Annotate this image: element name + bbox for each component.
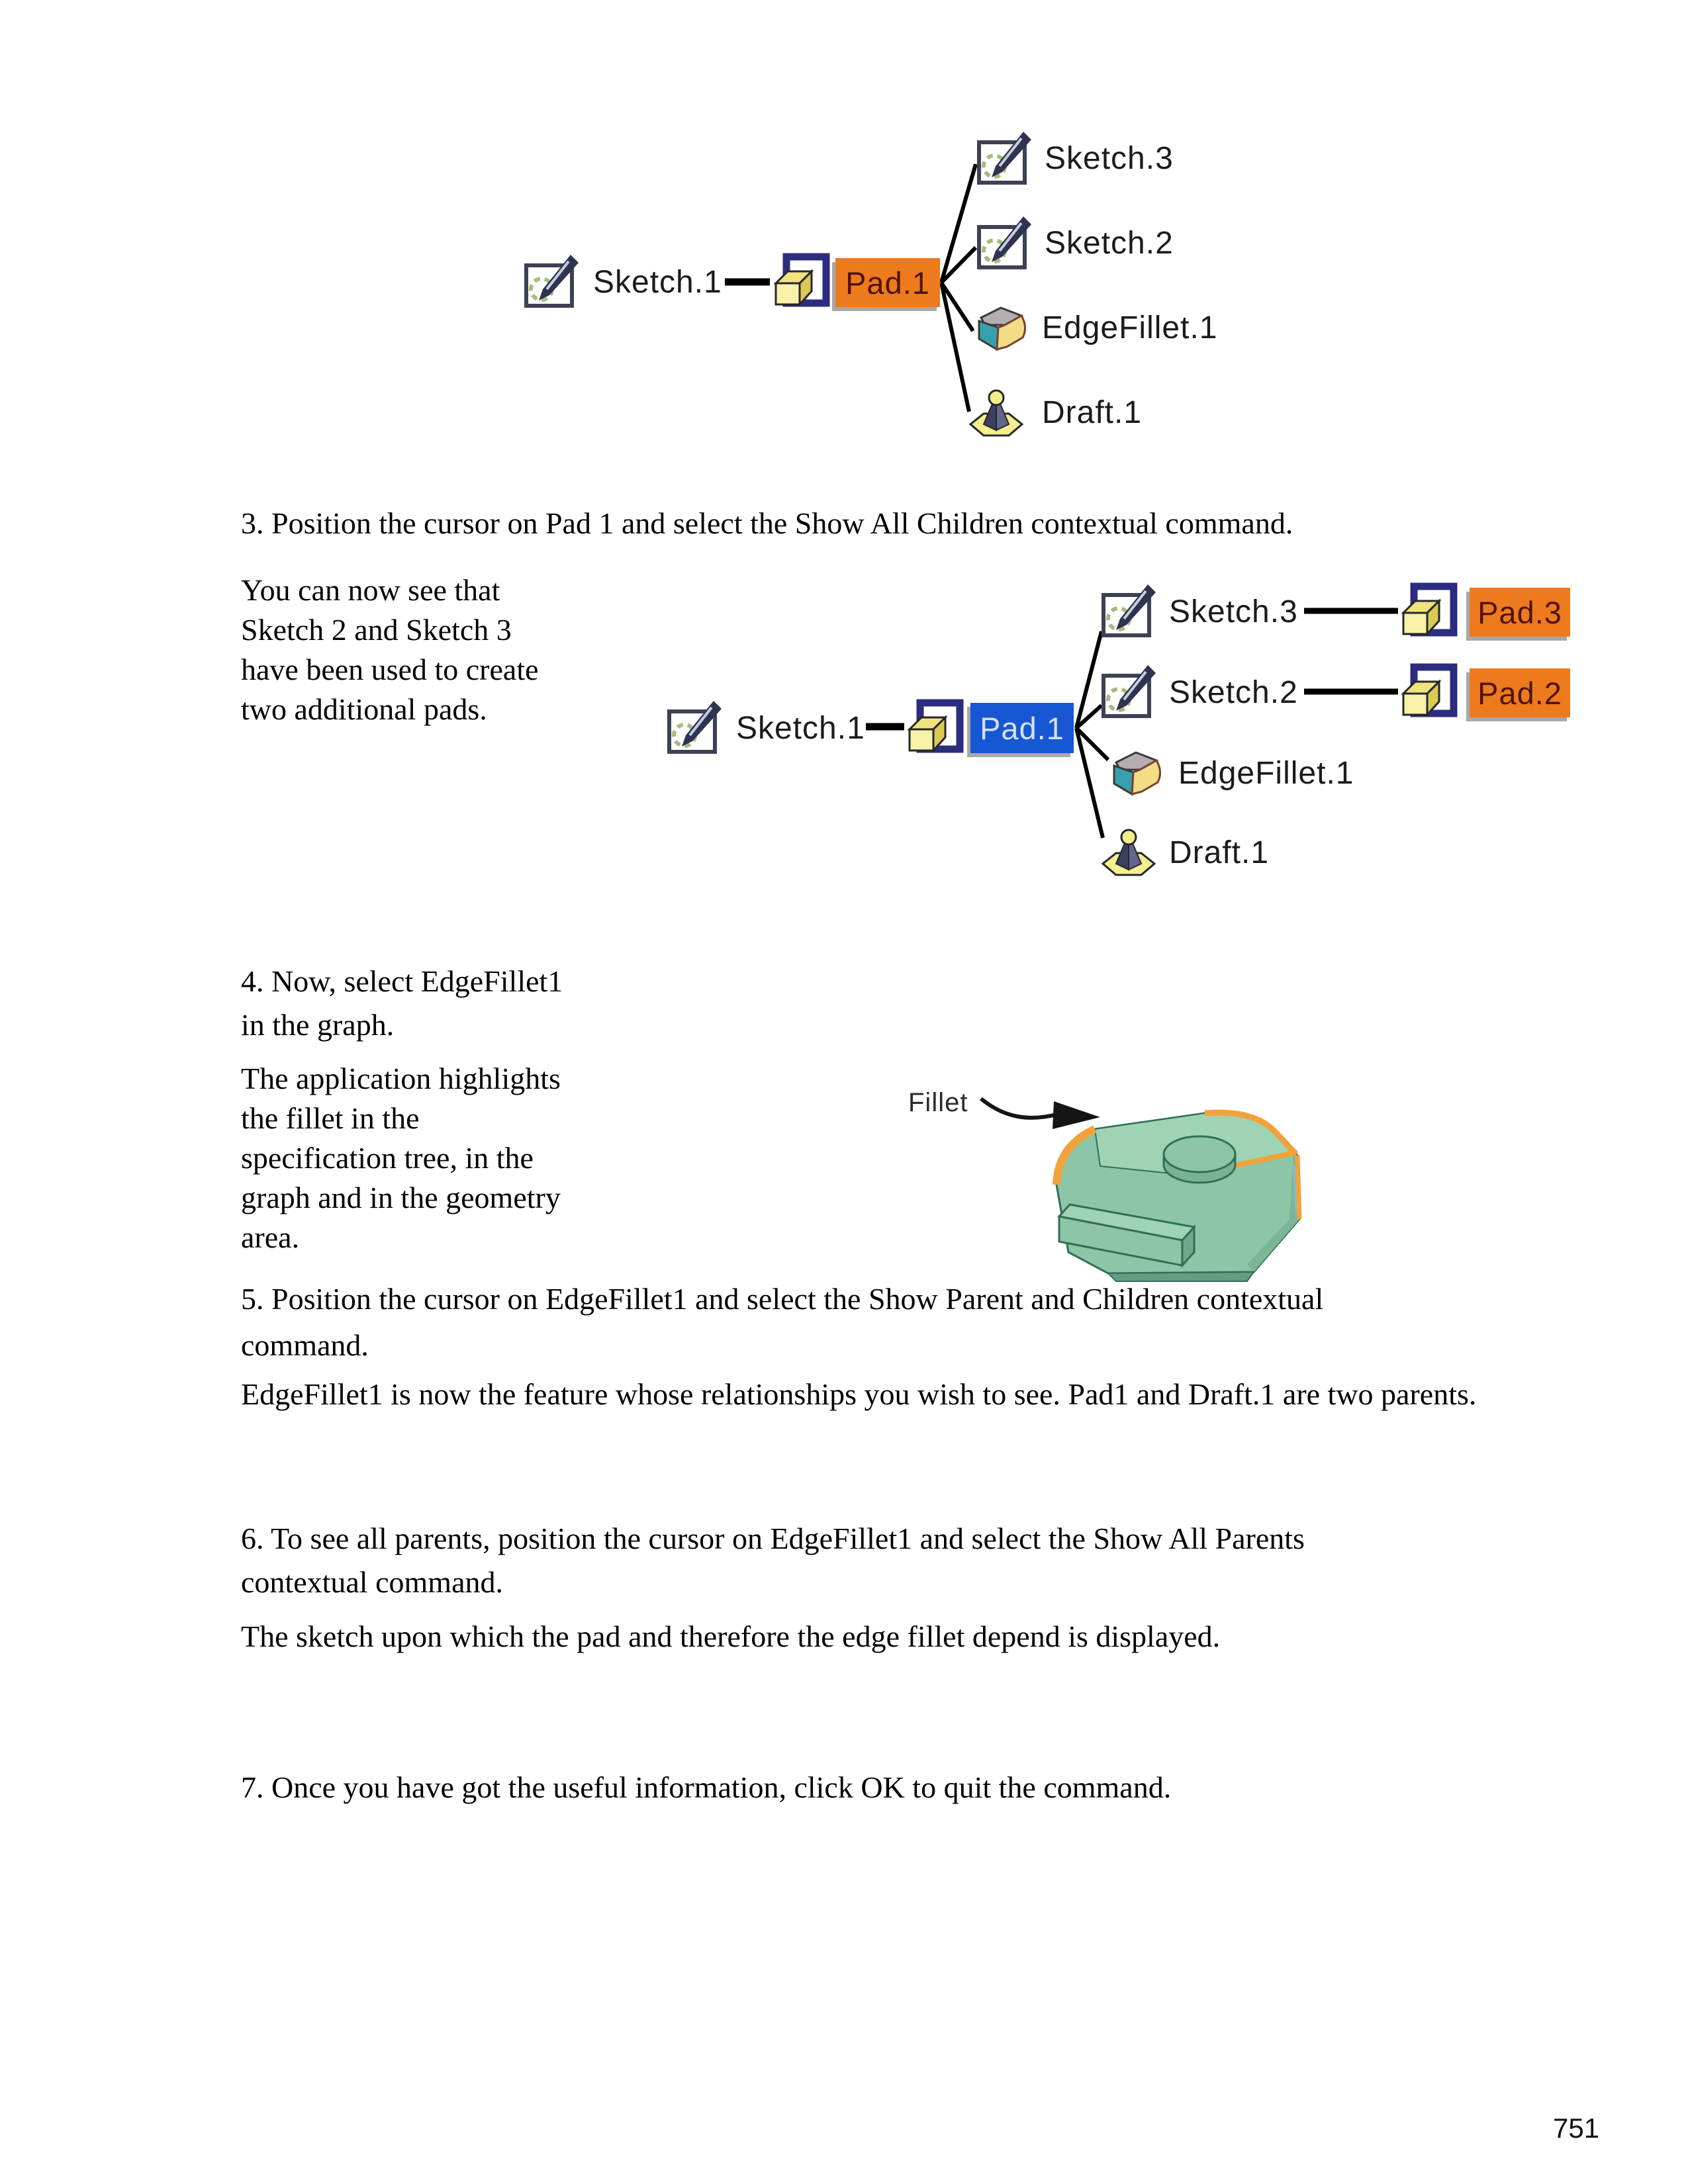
graph1-pad-label: Pad.1 xyxy=(845,265,930,300)
step-7-text: 7. Once you have got the useful information, click OK to quit the command. xyxy=(241,1770,1172,1804)
step-4-line: in the graph. xyxy=(241,1008,395,1042)
draft-icon xyxy=(1099,823,1158,883)
sketch-icon xyxy=(522,253,581,312)
pad-icon xyxy=(907,698,966,757)
graph2-child-label: Sketch.2 xyxy=(1169,675,1298,710)
step-6-text xyxy=(241,1517,1305,1604)
graph2-child-label: EdgeFillet.1 xyxy=(1178,756,1354,791)
pad-icon xyxy=(1401,662,1460,721)
note-4-line: The application highlights xyxy=(241,1062,561,1095)
note-5-text: EdgeFillet1 is now the feature whose relationships you wish to see. Pad1 and Draft.1 are two parents. xyxy=(241,1377,1477,1411)
note-4-line: area. xyxy=(241,1220,300,1254)
sketch-icon xyxy=(665,699,724,758)
draft-icon xyxy=(966,384,1026,443)
step-5-text xyxy=(241,1276,1323,1369)
sketch-icon xyxy=(1099,582,1158,642)
sketch-icon xyxy=(974,130,1034,189)
graph1-child-label: Draft.1 xyxy=(1042,395,1143,430)
fillet-arrow-icon xyxy=(978,1093,1104,1133)
part-figure xyxy=(1027,1085,1338,1291)
graph1-root-label: Sketch.1 xyxy=(593,265,722,300)
graph2-pad3-label: Pad.3 xyxy=(1477,594,1562,630)
graph2-pad3-node[interactable] xyxy=(1470,588,1570,637)
note-3-line: two additional pads. xyxy=(241,692,487,726)
graph2-child-label: Sketch.3 xyxy=(1169,594,1298,629)
note-3-line: have been used to create xyxy=(241,653,539,686)
graph2-pad-label: Pad.1 xyxy=(980,710,1064,746)
step-4-text xyxy=(241,960,563,1047)
note-4-paragraph xyxy=(241,1059,561,1257)
graph2-pad2-node[interactable] xyxy=(1470,668,1570,717)
pad-icon xyxy=(773,251,833,311)
step-5-line: 5. Position the cursor on EdgeFillet1 and select the Show Parent and Children contextual xyxy=(241,1282,1324,1316)
pad-icon xyxy=(1401,581,1460,641)
note-3-paragraph xyxy=(241,570,539,729)
note-4-line: the fillet in the xyxy=(241,1101,420,1135)
note-3-line: You can now see that xyxy=(241,573,500,607)
page-number: 751 xyxy=(1553,2113,1600,2144)
graph1-pad-node[interactable] xyxy=(835,258,940,307)
step-3-text: 3. Position the cursor on Pad 1 and select the Show All Children contextual command. xyxy=(241,506,1293,540)
fillet-callout-label: Fillet xyxy=(908,1088,968,1117)
graph2-child-label: Draft.1 xyxy=(1169,835,1270,870)
note-4-line: graph and in the geometry xyxy=(241,1181,561,1214)
edgefillet-icon xyxy=(1105,744,1165,803)
sketch-icon xyxy=(974,214,1034,274)
sketch-icon xyxy=(1099,663,1158,723)
note-3-line: Sketch 2 and Sketch 3 xyxy=(241,613,512,647)
step-4-line: 4. Now, select EdgeFillet1 xyxy=(241,964,563,998)
edgefillet-icon xyxy=(970,299,1030,359)
note-4-line: specification tree, in the xyxy=(241,1141,534,1175)
graph2-pad-node[interactable] xyxy=(970,703,1074,753)
graph1-child-label: Sketch.2 xyxy=(1045,226,1174,261)
graph2-root-label: Sketch.1 xyxy=(736,711,865,746)
step-6-line: 6. To see all parents, position the cursor on EdgeFillet1 and select the Show All Parents xyxy=(241,1522,1305,1555)
graph1-child-label: EdgeFillet.1 xyxy=(1042,310,1218,345)
step-5-line: command. xyxy=(241,1328,369,1362)
graph1-child-label: Sketch.3 xyxy=(1045,141,1174,176)
graph2-pad2-label: Pad.2 xyxy=(1477,675,1562,711)
note-6-text: The sketch upon which the pad and therefore the edge fillet depend is displayed. xyxy=(241,1619,1221,1653)
step-6-line: contextual command. xyxy=(241,1565,503,1599)
